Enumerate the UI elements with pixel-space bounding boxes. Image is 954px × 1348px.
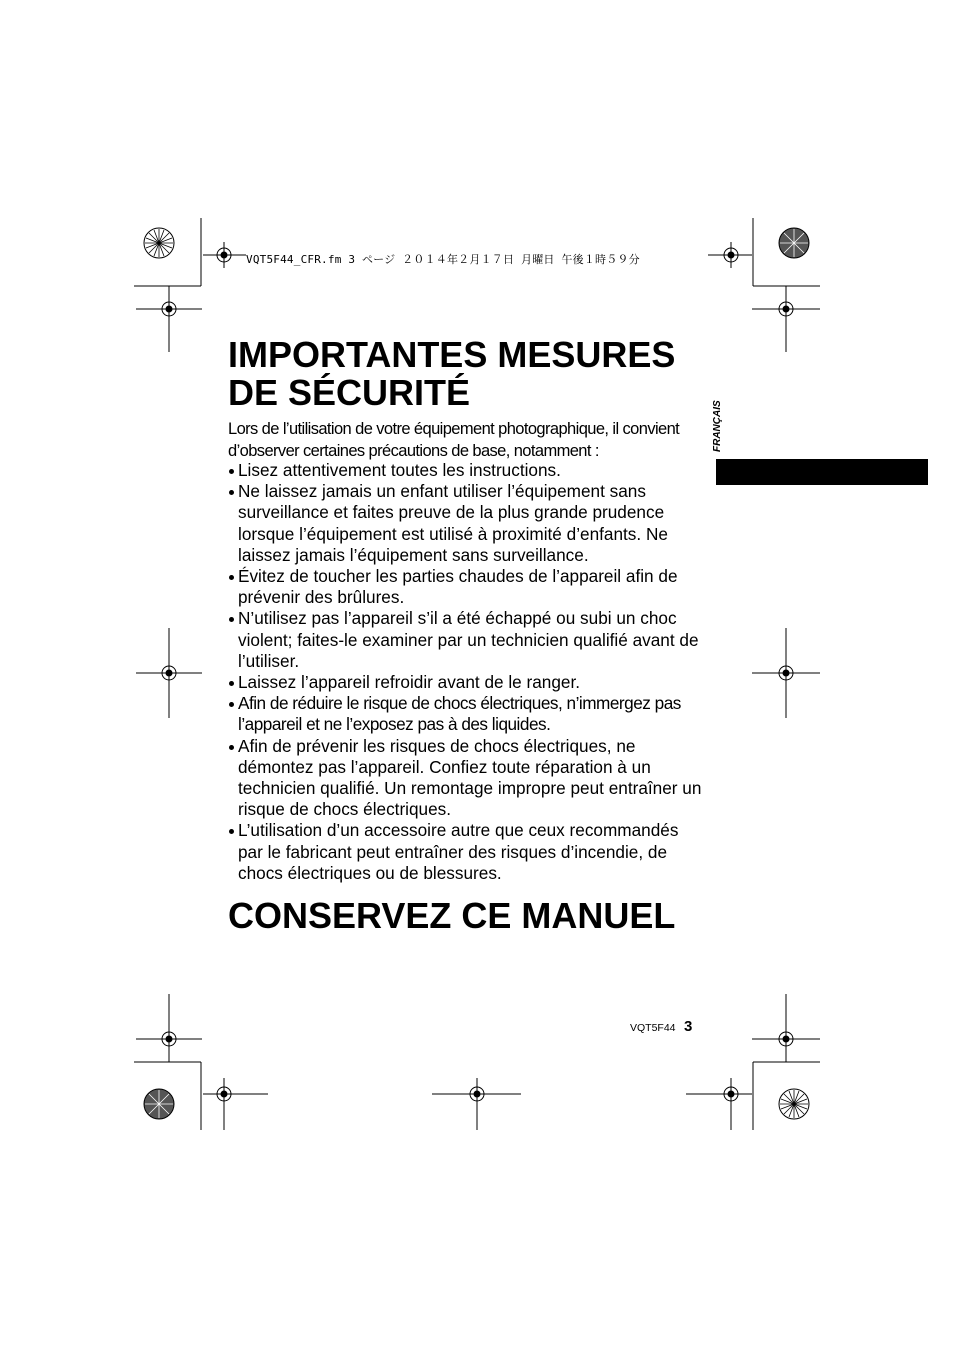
safety-item: Évitez de toucher les parties chaudes de l’appareil afin de prévenir des brûlures.	[228, 566, 706, 608]
safety-item: N’utilisez pas l’appareil s’il a été échappé ou subi un choc violent; faites-le examiner par un technicien qualifié avant de l’utiliser.	[228, 608, 706, 672]
safety-item: Lisez attentivement toutes les instructions.	[228, 460, 706, 481]
page-title	[228, 336, 708, 412]
safety-item: Ne laissez jamais un enfant utiliser l’équipement sans surveillance et faites preuve de la plus grande prudence lorsque l’équipement est utilisé à proximité d’enfants. Ne laissez jamais l’équipement sans surveillance.	[228, 481, 706, 566]
safety-list	[228, 460, 706, 884]
closing-title: CONSERVEZ CE MANUEL	[228, 895, 676, 936]
page-title-line1: IMPORTANTES MESURES	[228, 334, 676, 375]
language-tab-label: FRANÇAIS	[712, 400, 723, 452]
language-tab-bar	[716, 459, 928, 485]
safety-item: Afin de réduire le risque de chocs électriques, n’immergez pas l’appareil et ne l’exposez pas à des liquides.	[228, 693, 706, 735]
safety-item: Laissez l’appareil refroidir avant de le ranger.	[228, 672, 706, 693]
page-number: 3	[684, 1018, 693, 1035]
safety-item: L’utilisation d’un accessoire autre que ceux recommandés par le fabricant peut entraîner des risques d’incendie, de chocs électriques ou de blessures.	[228, 820, 706, 884]
file-info-header: VQT5F44_CFR.fm 3 ページ ２０１４年２月１７日 月曜日 午後１時５９分	[246, 253, 640, 266]
page-title-line2: DE SÉCURITÉ	[228, 372, 471, 413]
safety-item: Afin de prévenir les risques de chocs électriques, ne démontez pas l’appareil. Confiez toute réparation à un technicien qualifié. Un remontage impropre peut entraîner un risque de chocs électriques.	[228, 736, 706, 821]
intro-paragraph: Lors de l’utilisation de votre équipement photographique, il convient d’observer certaines précautions de base, notamment :	[228, 420, 680, 460]
model-code: VQT5F44	[630, 1022, 676, 1034]
